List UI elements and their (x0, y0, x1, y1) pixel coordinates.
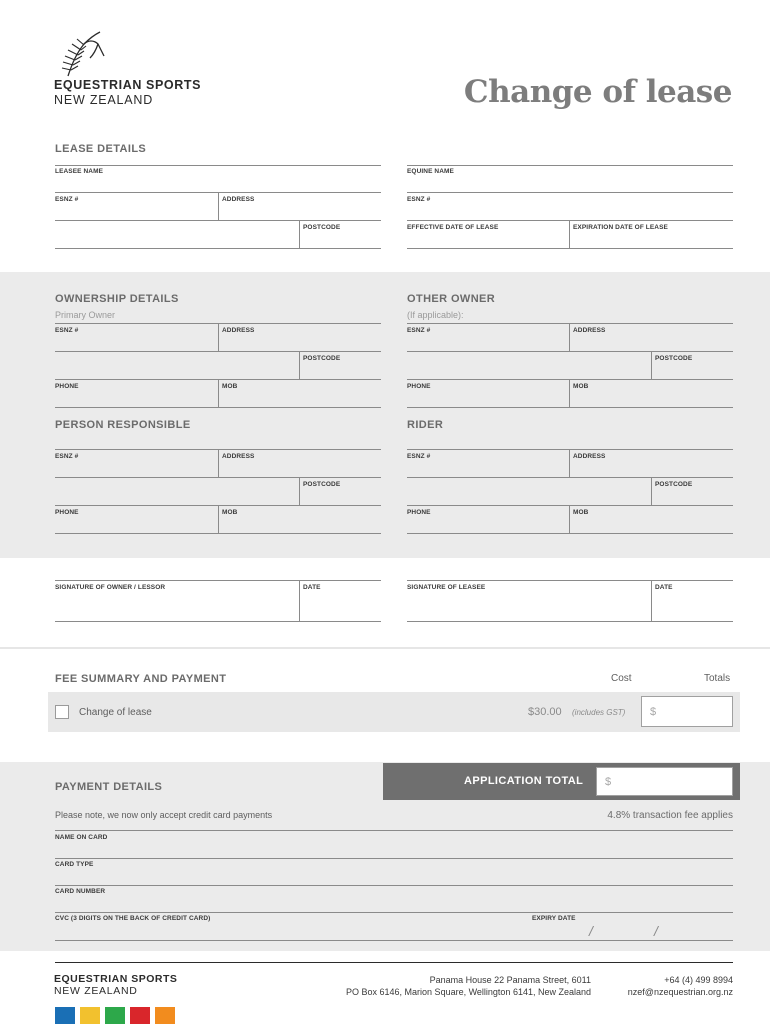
lessee-signature-date-label: DATE (655, 584, 673, 591)
application-total-input[interactable] (596, 767, 733, 796)
rider-postcode-label: POSTCODE (655, 481, 693, 488)
owner-postcode-field[interactable] (300, 352, 381, 379)
other-owner-esnz-field[interactable] (407, 324, 570, 351)
divider (55, 248, 381, 249)
section-divider (0, 647, 770, 649)
responsible-esnz-label: ESNZ # (55, 453, 79, 460)
divider (55, 621, 381, 622)
lessee-name-field[interactable] (55, 166, 381, 192)
primary-owner-subheading: Primary Owner (55, 310, 116, 320)
other-owner-address-field[interactable] (570, 324, 733, 351)
brand-swatch-blue (55, 1007, 75, 1024)
effective-date-label: EFFECTIVE DATE OF LEASE (407, 224, 499, 231)
lessee-signature-label: SIGNATURE OF LEASEE (407, 584, 486, 591)
responsible-mob-label: MOB (222, 509, 238, 516)
responsible-phone-label: PHONE (55, 509, 79, 516)
equine-esnz-label: ESNZ # (407, 196, 431, 203)
divider (55, 940, 733, 941)
effective-date-field[interactable] (407, 221, 570, 248)
equine-name-field[interactable] (407, 166, 733, 192)
footer-address-line2: PO Box 6146, Marion Square, Wellington 6141, New Zealand (346, 987, 591, 997)
payment-note: Please note, we now only accept credit card payments (55, 810, 273, 820)
page-title: Change of lease (463, 74, 732, 110)
owner-postcode-label: POSTCODE (303, 355, 341, 362)
other-owner-mob-field[interactable] (570, 380, 733, 407)
footer-brand-line2: NEW ZEALAND (54, 985, 138, 997)
rider-phone-label: PHONE (407, 509, 431, 516)
rider-phone-field[interactable] (407, 506, 570, 533)
transaction-fee-note: 4.8% transaction fee applies (607, 810, 733, 821)
other-owner-postcode-field[interactable] (652, 352, 733, 379)
owner-signature-label: SIGNATURE OF OWNER / LESSOR (55, 584, 166, 591)
card-type-field[interactable] (55, 859, 733, 885)
owner-mob-label: MOB (222, 383, 238, 390)
divider (407, 533, 733, 534)
lease-details-heading: LEASE DETAILS (55, 143, 147, 155)
responsible-esnz-field[interactable] (55, 450, 218, 477)
rider-esnz-label: ESNZ # (407, 453, 431, 460)
name-on-card-label: NAME ON CARD (55, 834, 108, 841)
lessee-signature-date-field[interactable] (652, 581, 733, 621)
lessee-esnz-field[interactable] (55, 193, 218, 220)
fee-item-label: Change of lease (79, 707, 152, 718)
brand-swatch-red (130, 1007, 150, 1024)
fee-total-input[interactable] (641, 696, 733, 727)
footer-address-line1: Panama House 22 Panama Street, 6011 (429, 975, 591, 985)
owner-mob-field[interactable] (219, 380, 381, 407)
owner-address-field[interactable] (219, 324, 381, 351)
lessee-esnz-label: ESNZ # (55, 196, 79, 203)
footer-phone: +64 (4) 499 8994 (664, 975, 733, 985)
rider-mob-field[interactable] (570, 506, 733, 533)
footer-email[interactable]: nzef@nzequestrian.org.nz (627, 987, 733, 997)
rider-mob-label: MOB (573, 509, 589, 516)
owner-signature-date-field[interactable] (300, 581, 381, 621)
owner-esnz-field[interactable] (55, 324, 218, 351)
lessee-postcode-label: POSTCODE (303, 224, 341, 231)
divider (55, 407, 381, 408)
divider (407, 621, 733, 622)
rider-postcode-field[interactable] (652, 478, 733, 505)
expiration-date-label: EXPIRATION DATE OF LEASE (573, 224, 668, 231)
name-on-card-field[interactable] (55, 831, 733, 858)
responsible-mob-field[interactable] (219, 506, 381, 533)
brand-name-line2: NEW ZEALAND (54, 93, 154, 107)
ownership-details-heading: OWNERSHIP DETAILS (55, 293, 179, 305)
payment-details-heading: PAYMENT DETAILS (55, 781, 163, 793)
person-responsible-heading: PERSON RESPONSIBLE (55, 419, 191, 431)
other-owner-subheading: (If applicable): (407, 310, 464, 320)
divider (55, 533, 381, 534)
lessee-postcode-field[interactable] (300, 221, 381, 248)
lessee-address-label: ADDRESS (222, 196, 255, 203)
fee-item-cost: $30.00 (528, 706, 562, 718)
expiration-date-field[interactable] (570, 221, 733, 248)
owner-address-label: ADDRESS (222, 327, 255, 334)
totals-column-header: Totals (704, 673, 731, 684)
cvc-label: CVC (3 DIGITS ON THE BACK OF CREDIT CARD) (55, 915, 211, 922)
equine-name-label: EQUINE NAME (407, 168, 454, 175)
responsible-address-label: ADDRESS (222, 453, 255, 460)
other-owner-address-label: ADDRESS (573, 327, 606, 334)
brand-swatch-orange (155, 1007, 175, 1024)
application-total-placeholder: $ (605, 776, 612, 788)
expiry-date-field[interactable] (532, 913, 733, 940)
expiry-date-label: EXPIRY DATE (532, 915, 576, 922)
fee-summary-heading: FEE SUMMARY AND PAYMENT (55, 673, 227, 685)
card-number-field[interactable] (55, 886, 733, 912)
divider (407, 248, 733, 249)
other-owner-mob-label: MOB (573, 383, 589, 390)
other-owner-phone-label: PHONE (407, 383, 431, 390)
other-owner-phone-field[interactable] (407, 380, 570, 407)
card-number-label: CARD NUMBER (55, 888, 106, 895)
application-total-label: APPLICATION TOTAL (464, 775, 584, 787)
responsible-postcode-label: POSTCODE (303, 481, 341, 488)
responsible-postcode-field[interactable] (300, 478, 381, 505)
owner-signature-date-label: DATE (303, 584, 321, 591)
other-owner-postcode-label: POSTCODE (655, 355, 693, 362)
responsible-phone-field[interactable] (55, 506, 218, 533)
expiry-separator-1: / (589, 923, 593, 939)
rider-address-field[interactable] (570, 450, 733, 477)
fee-item-gst-note: (includes GST) (572, 708, 626, 717)
horse-fern-logo-icon (54, 30, 110, 78)
brand-swatch-yellow (80, 1007, 100, 1024)
rider-address-label: ADDRESS (573, 453, 606, 460)
fee-total-placeholder: $ (650, 706, 657, 718)
owner-phone-label: PHONE (55, 383, 79, 390)
footer-brand-line1: EQUESTRIAN SPORTS (54, 973, 178, 985)
owner-signature-field[interactable] (55, 581, 299, 621)
equine-esnz-field[interactable] (407, 193, 733, 220)
lessee-signature-field[interactable] (407, 581, 651, 621)
footer-divider (55, 962, 733, 963)
other-owner-heading: OTHER OWNER (407, 293, 496, 305)
brand-name-line1: EQUESTRIAN SPORTS (54, 78, 202, 92)
rider-esnz-field[interactable] (407, 450, 570, 477)
owner-esnz-label: ESNZ # (55, 327, 79, 334)
brand-swatch-green (105, 1007, 125, 1024)
card-type-label: CARD TYPE (55, 861, 94, 868)
owner-phone-field[interactable] (55, 380, 218, 407)
other-owner-esnz-label: ESNZ # (407, 327, 431, 334)
change-of-lease-checkbox[interactable] (55, 705, 69, 719)
responsible-address-field[interactable] (219, 450, 381, 477)
rider-heading: RIDER (407, 419, 444, 431)
cost-column-header: Cost (611, 673, 632, 684)
cvc-field[interactable] (55, 913, 525, 940)
divider (407, 407, 733, 408)
expiry-separator-2: / (654, 923, 658, 939)
lessee-name-label: LEASEE NAME (55, 168, 104, 175)
